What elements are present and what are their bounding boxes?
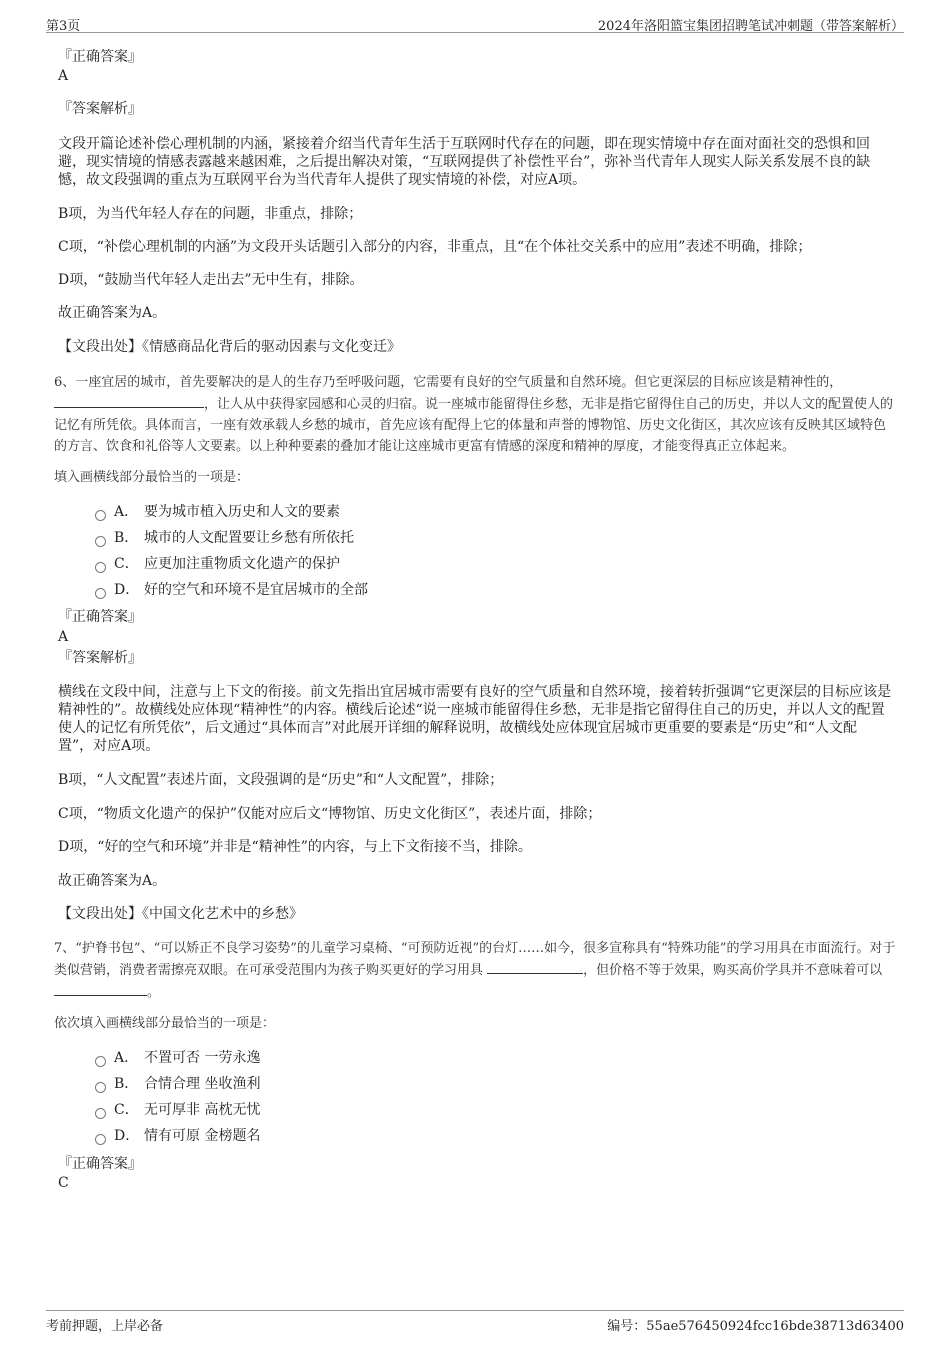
answer-value: C (58, 1175, 69, 1191)
answer-label: 『正确答案』 (58, 1156, 142, 1172)
analysis-label: 『答案解析』 (58, 101, 142, 117)
page-header (46, 12, 904, 33)
analysis-text: 横线在文段中间，注意与上下文的衔接。前文先指出宜居城市需要有良好的空气质量和自然环境，接着转折强调“它更深层的目标应该是精神性的”。故横线处应体现“精神性”的内容。横线后论述“说一座城市能留得住乡愁，无非是指它留得住自己的历史，并以人文的配置使人的记忆有所凭依”，后文通过“具体而言”对此展开详细的解释说明，故横线处应体现宜居城市更重要的要素是“历史”和“人文配置”，对应A项。 (58, 684, 892, 754)
radio-icon[interactable] (95, 588, 106, 599)
radio-icon[interactable] (95, 1082, 106, 1093)
analysis-label: 『答案解析』 (58, 650, 142, 666)
fill-blank (487, 959, 583, 974)
footer-slogan: 考前押题，上岸必备 (46, 1319, 164, 1334)
question-stem: 7、“护脊书包”、“可以矫正不良学习姿势”的儿童学习桌椅、“可预防近视”的台灯……如今，很多宣称具有“特殊功能”的学习用具在市面流行。对于类似营销，消费者需擦亮双眼。在可承受范围内为孩子购买更好的学习用具 ，但价格不等于效果，购买高价学具并不意味着可以 。 (54, 941, 896, 1000)
analysis-option-b: B项，“人文配置”表述片面，文段强调的是“历史”和“人文配置”，排除； (58, 772, 504, 788)
answer-value: A (58, 629, 69, 645)
radio-icon[interactable] (95, 1056, 106, 1067)
analysis-option-c: C项，“补偿心理机制的内涵”为文段开头话题引入部分的内容，非重点，且“在个体社交关系中的应用”表述不明确，排除； (58, 239, 812, 255)
question-prompt: 填入画横线部分最恰当的一项是： (54, 470, 250, 485)
page-number: 第3页 (46, 19, 81, 34)
final-answer: 故正确答案为A。 (58, 873, 167, 889)
document-id: 编号：55ae576450924fcc16bde38713d63400 (607, 1319, 904, 1334)
option-b[interactable]: B． 城市的人文配置要让乡愁有所依托 (95, 528, 354, 548)
analysis-text: 文段开篇论述补偿心理机制的内涵，紧接着介绍当代青年生活于互联网时代存在的问题，即在现实情境中存在面对面社交的恐惧和回避，现实情境的情感表露越来越困难，之后提出解决对策，“互联网提供了补偿性平台”，弥补当代青年人现实人际关系发展不良的缺憾，故文段强调的重点为互联网平台为当代青年人提供了现实情境的补偿，对应A项。 (58, 136, 871, 188)
document-title: 2024年洛阳篮宝集团招聘笔试冲刺题（带答案解析） (597, 19, 904, 34)
fill-blank (54, 981, 147, 996)
radio-icon[interactable] (95, 1108, 106, 1119)
option-d[interactable]: D． 情有可原 金榜题名 (95, 1126, 260, 1146)
fill-blank (54, 393, 204, 408)
radio-icon[interactable] (95, 562, 106, 573)
answer-value: A (58, 68, 69, 84)
analysis-option-b: B项，为当代年轻人存在的问题，非重点，排除； (58, 206, 363, 222)
option-c[interactable]: C． 应更加注重物质文化遗产的保护 (95, 554, 340, 574)
analysis-option-d: D项，“好的空气和环境”并非是“精神性”的内容，与上下文衔接不当，排除。 (58, 839, 532, 855)
option-a[interactable]: A． 要为城市植入历史和人文的要素 (95, 502, 340, 522)
radio-icon[interactable] (95, 536, 106, 547)
answer-label: 『正确答案』 (58, 609, 142, 625)
radio-icon[interactable] (95, 510, 106, 521)
question-prompt: 依次填入画横线部分最恰当的一项是： (54, 1016, 276, 1031)
analysis-option-d: D项，“鼓励当代年轻人走出去”无中生有，排除。 (58, 272, 364, 288)
final-answer: 故正确答案为A。 (58, 305, 167, 321)
passage-source: 【文段出处】《中国文化艺术中的乡愁》 (58, 906, 303, 922)
passage-source: 【文段出处】《情感商品化背后的驱动因素与文化变迁》 (58, 339, 401, 355)
option-c[interactable]: C． 无可厚非 高枕无忧 (95, 1100, 260, 1120)
option-a[interactable]: A． 不置可否 一劳永逸 (95, 1048, 260, 1068)
answer-label: 『正确答案』 (58, 49, 142, 65)
option-b[interactable]: B． 合情合理 坐收渔利 (95, 1074, 260, 1094)
page-footer (46, 1310, 904, 1335)
radio-icon[interactable] (95, 1134, 106, 1145)
question-stem: 6、一座宜居的城市，首先要解决的是人的生存乃至呼吸问题，它需要有良好的空气质量和自然环境。但它更深层的目标应该是精神性的， ，让人从中获得家园感和心灵的归宿。说一座城市能留得住乡愁，无非是指它留得住自己的历史，并以人文的配置使人的记忆有所凭依。具体而言，一座有效承载人乡愁的城市，首先应该有配得上它的体量和声誉的博物馆、历史文化街区，其次应该有反映其区域特色的方言、饮食和礼俗等人文要素。以上种种要素的叠加才能让这座城市更富有情感的深度和精神的厚度，才能变得真正立体起来。 (54, 375, 894, 454)
option-d[interactable]: D． 好的空气和环境不是宜居城市的全部 (95, 580, 368, 600)
analysis-option-c: C项，“物质文化遗产的保护”仅能对应后文“博物馆、历史文化街区”，表述片面，排除； (58, 806, 602, 822)
